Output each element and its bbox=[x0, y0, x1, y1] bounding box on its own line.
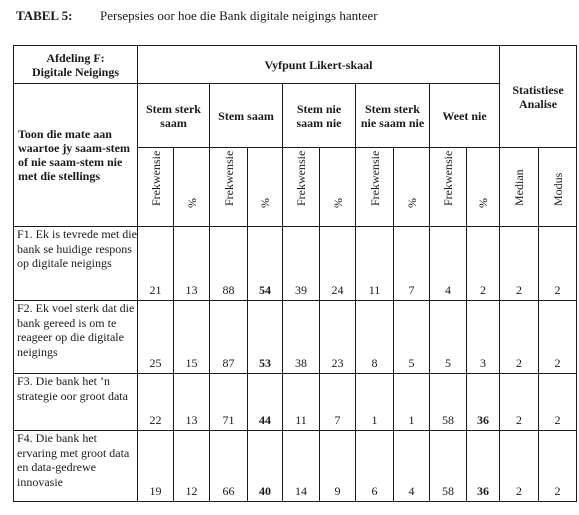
value-cell: 3 bbox=[467, 301, 500, 374]
value-cell: 13 bbox=[174, 227, 210, 301]
value-cell: 22 bbox=[138, 374, 174, 431]
value-cell: 2 bbox=[539, 374, 577, 431]
category-header-3: Stem sterk nie saam nie bbox=[356, 84, 430, 148]
mode-header: Modus bbox=[539, 148, 577, 227]
value-cell: 2 bbox=[539, 431, 577, 502]
freq-header: Frekwensie bbox=[210, 148, 248, 227]
value-cell: 2 bbox=[500, 227, 539, 301]
value-cell: 2 bbox=[500, 301, 539, 374]
value-cell: 44 bbox=[248, 374, 283, 431]
likert-header: Vyfpunt Likert-skaal bbox=[138, 46, 500, 84]
value-cell: 5 bbox=[394, 301, 430, 374]
value-cell: 11 bbox=[283, 374, 320, 431]
value-cell: 12 bbox=[174, 431, 210, 502]
value-cell: 87 bbox=[210, 301, 248, 374]
value-cell: 4 bbox=[430, 227, 467, 301]
value-cell: 2 bbox=[467, 227, 500, 301]
value-cell: 36 bbox=[467, 431, 500, 502]
value-cell: 1 bbox=[394, 374, 430, 431]
value-cell: 2 bbox=[539, 227, 577, 301]
likert-table bbox=[13, 45, 577, 502]
value-cell: 2 bbox=[539, 301, 577, 374]
value-cell: 4 bbox=[394, 431, 430, 502]
value-cell: 71 bbox=[210, 374, 248, 431]
value-cell: 58 bbox=[430, 431, 467, 502]
category-header-4: Weet nie bbox=[430, 84, 500, 148]
value-cell: 7 bbox=[320, 374, 356, 431]
value-cell: 21 bbox=[138, 227, 174, 301]
pct-header: % bbox=[320, 148, 356, 227]
value-cell: 40 bbox=[248, 431, 283, 502]
table-caption bbox=[16, 8, 378, 24]
pct-header: % bbox=[394, 148, 430, 227]
table-row bbox=[14, 227, 577, 301]
caption-title: Persepsies oor hoe die Bank digitale neigings hanteer bbox=[100, 8, 378, 23]
freq-header: Frekwensie bbox=[356, 148, 394, 227]
statement-cell: F4. Die bank het ervaring met groot data en data-gedrewe innovasie bbox=[14, 431, 138, 502]
question-header: Toon die mate aan waartoe jy saam-stem of nie saam-stem nie met die stellings bbox=[14, 84, 138, 227]
category-header-0: Stem sterk saam bbox=[138, 84, 210, 148]
value-cell: 36 bbox=[467, 374, 500, 431]
table-row bbox=[14, 431, 577, 502]
value-cell: 9 bbox=[320, 431, 356, 502]
median-header: Median bbox=[500, 148, 539, 227]
section-header bbox=[14, 46, 138, 84]
value-cell: 66 bbox=[210, 431, 248, 502]
caption-number: TABEL 5: bbox=[16, 8, 73, 23]
table-row bbox=[14, 374, 577, 431]
value-cell: 38 bbox=[283, 301, 320, 374]
value-cell: 58 bbox=[430, 374, 467, 431]
section-line2: Digitale Neigings bbox=[32, 64, 119, 79]
value-cell: 1 bbox=[356, 374, 394, 431]
statement-cell: F2. Ek voel sterk dat die bank gereed is om te reageer op die digitale neigings bbox=[14, 301, 138, 374]
value-cell: 23 bbox=[320, 301, 356, 374]
value-cell: 15 bbox=[174, 301, 210, 374]
statement-cell: F3. Die bank het ’n strategie oor groot data bbox=[14, 374, 138, 431]
value-cell: 25 bbox=[138, 301, 174, 374]
freq-header: Frekwensie bbox=[138, 148, 174, 227]
freq-header: Frekwensie bbox=[430, 148, 467, 227]
statement-cell: F1. Ek is tevrede met die bank se huidige respons op digitale neigings bbox=[14, 227, 138, 301]
value-cell: 54 bbox=[248, 227, 283, 301]
table-row bbox=[14, 301, 577, 374]
pct-header: % bbox=[248, 148, 283, 227]
value-cell: 39 bbox=[283, 227, 320, 301]
value-cell: 2 bbox=[500, 374, 539, 431]
value-cell: 24 bbox=[320, 227, 356, 301]
stats-header: Statistiese Analise bbox=[500, 46, 577, 148]
value-cell: 14 bbox=[283, 431, 320, 502]
category-header-1: Stem saam bbox=[210, 84, 283, 148]
freq-header: Frekwensie bbox=[283, 148, 320, 227]
pct-header: % bbox=[467, 148, 500, 227]
value-cell: 2 bbox=[500, 431, 539, 502]
section-line1: Afdeling F: bbox=[46, 50, 105, 65]
value-cell: 7 bbox=[394, 227, 430, 301]
value-cell: 5 bbox=[430, 301, 467, 374]
value-cell: 6 bbox=[356, 431, 394, 502]
value-cell: 19 bbox=[138, 431, 174, 502]
value-cell: 53 bbox=[248, 301, 283, 374]
pct-header: % bbox=[174, 148, 210, 227]
category-header-2: Stem nie saam nie bbox=[283, 84, 356, 148]
value-cell: 13 bbox=[174, 374, 210, 431]
value-cell: 88 bbox=[210, 227, 248, 301]
value-cell: 11 bbox=[356, 227, 394, 301]
value-cell: 8 bbox=[356, 301, 394, 374]
